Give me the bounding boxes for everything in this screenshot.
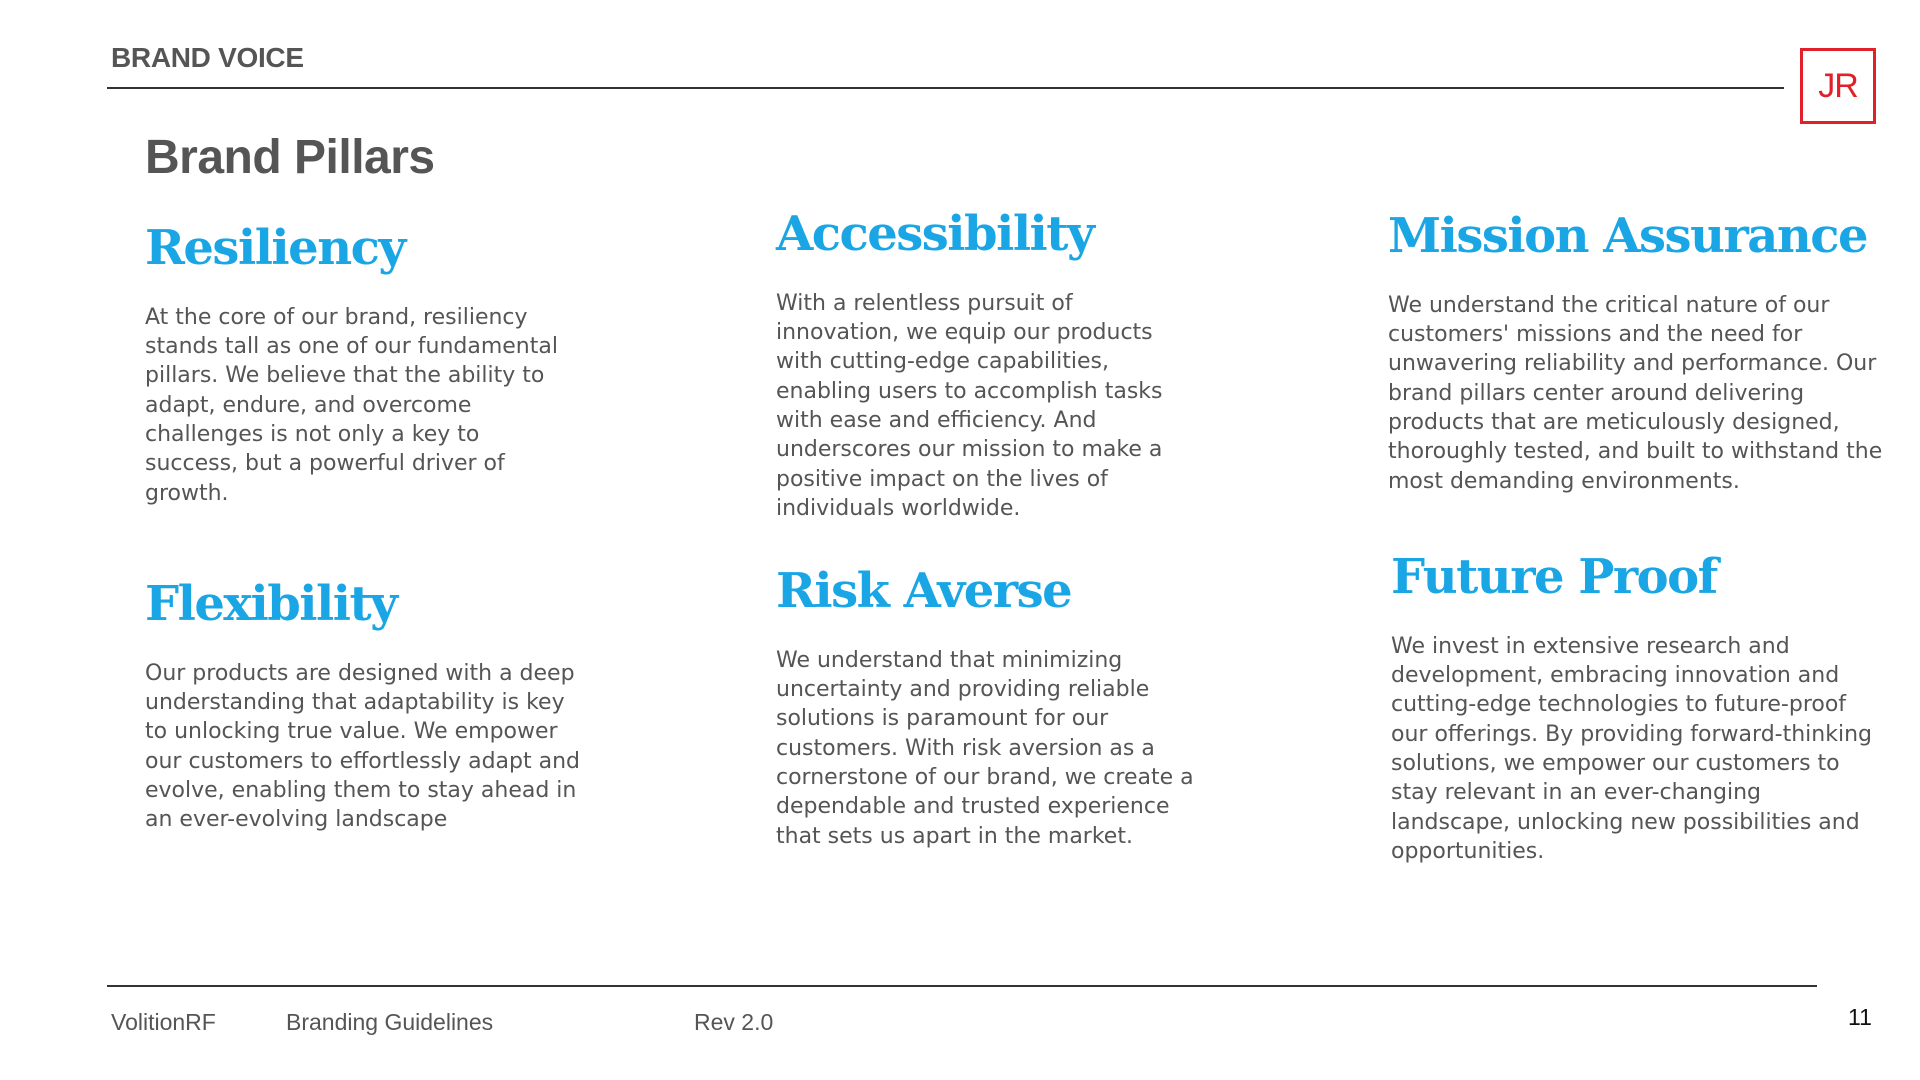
pillar-description: At the core of our brand, resiliency stands tall as one of our fundamental pillars. We believe that the ability to adapt, endure, and overcome challenges is not only a key to success, but a powerful driver of growth. [145, 304, 558, 506]
pillar-title: Accessibility [776, 206, 1094, 262]
section-label: BRAND VOICE [111, 42, 304, 73]
pillar-resiliency [145, 222, 565, 508]
footer-divider [107, 985, 1817, 987]
pillar-risk-averse [776, 565, 1216, 851]
footer-company: VolitionRF [111, 1009, 216, 1035]
pillar-title: Mission Assurance [1388, 208, 1868, 264]
pillar-title: Flexibility [145, 576, 397, 632]
pillar-future-proof [1391, 551, 1881, 866]
logo-monogram: JR [1818, 66, 1858, 105]
footer-document-title: Branding Guidelines [286, 1009, 494, 1035]
pillar-title: Resiliency [145, 220, 405, 276]
pillar-description: Our products are designed with a deep understanding that adaptability is key to unlocking true value. We empower our customers to effortlessly adapt and evolve, enabling them to stay ahead in an ever-evolving landscape [145, 660, 580, 833]
header-divider [107, 87, 1784, 89]
footer-revision: Rev 2.0 [694, 1009, 774, 1035]
page-number: 11 [1848, 1004, 1872, 1030]
pillar-flexibility [145, 578, 585, 835]
pillar-description: We invest in extensive research and development, embracing innovation and cutting-edge technologies to future-proof our offerings. By providing forward-thinking solutions, we empower our customers to stay relevant in an ever-changing landscape, unlocking new possibilities and opportunities. [1391, 633, 1872, 864]
pillar-description: With a relentless pursuit of innovation, we equip our products with cutting-edge capabilities, enabling users to accomplish tasks with ease and efficiency. And underscores our mission to make a positive impact on the lives of individuals worldwide. [776, 290, 1163, 521]
pillar-mission-assurance [1388, 210, 1888, 496]
pillar-description: We understand the critical nature of our customers' missions and the need for unwavering reliability and performance. Our brand pillars center around delivering products that are meticulously designed, thoroughly tested, and built to withstand the most demanding environments. [1388, 292, 1883, 494]
page-title: Brand Pillars [145, 131, 435, 184]
pillar-description: We understand that minimizing uncertainty and providing reliable solutions is paramount for our customers. With risk aversion as a cornerstone of our brand, we create a dependable and trusted experience that sets us apart in the market. [776, 647, 1194, 849]
pillar-accessibility [776, 208, 1201, 523]
pillar-title: Risk Averse [776, 563, 1072, 619]
company-logo [1800, 48, 1876, 124]
pillar-title: Future Proof [1391, 549, 1717, 605]
